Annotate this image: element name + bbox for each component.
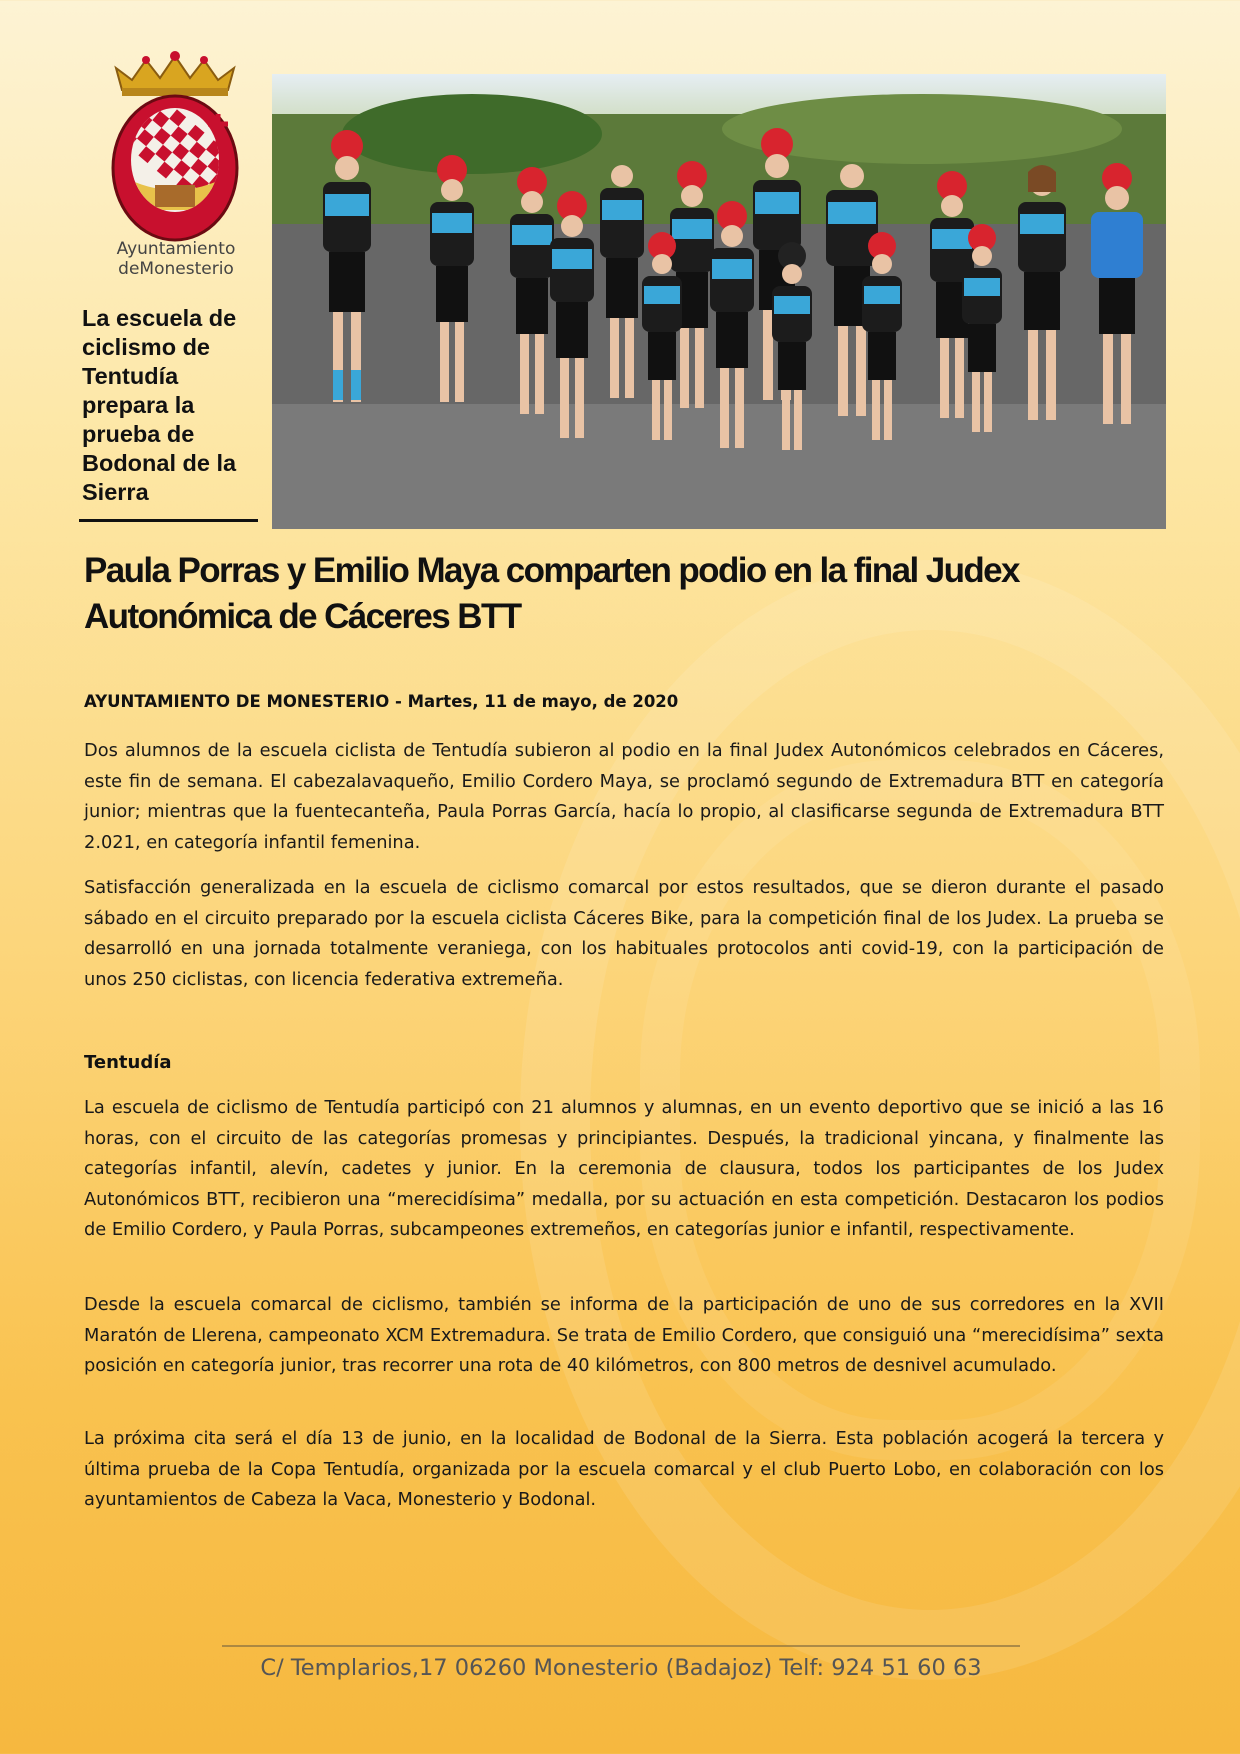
logo-caption (96, 240, 256, 279)
section-subheading: Tentudía (84, 1052, 172, 1073)
article-paragraph: Desde la escuela comarcal de ciclismo, también se informa de la participación de uno de sus corredores en la XVII Maratón de Llerena, campeonato XCM Extremadura. Se trata de Emilio Cordero, que consiguió una “merecidísima” sexta posición en categoría junior, tras recorrer una rota de 40 kilómetros, con 800 metros de desnivel acumulado. (84, 1294, 1164, 1376)
sidebar-divider (79, 519, 258, 522)
photo-cyclists-group (272, 74, 1166, 529)
footer-divider (222, 1645, 1020, 1647)
article-dateline: AYUNTAMIENTO DE MONESTERIO - Martes, 11 de mayo, de 2020 (84, 692, 679, 711)
article-headline: Paula Porras y Emilio Maya comparten podio en la final Judex Autonómica de Cáceres BTT (84, 551, 1019, 636)
article-paragraph: Satisfacción generalizada en la escuela de ciclismo comarcal por estos resultados, que se dieron durante el pasado sábado en el circuito preparado por la escuela ciclista Cáceres Bike, para la competición final de los Judex. La prueba se desarrolló en una jornada totalmente veraniega, con los habituales protocolos anti covid-19, con la participación de unos 250 ciclistas, con licencia federativa extremeña. (84, 877, 1164, 990)
article-paragraph: Dos alumnos de la escuela ciclista de Tentudía subieron al podio en la final Judex Autonómicos celebrados en Cáceres, este fin de semana. El cabezalavaqueño, Emilio Cordero Maya, se proclamó segundo de Extremadura BTT en categoría junior; mientras que la fuentecanteña, Paula Porras García, hacía lo propio, al clasificarse segunda de Extremadura BTT 2.021, en categoría infantil femenina. (84, 740, 1164, 853)
footer-address: C/ Templarios,17 06260 Monesterio (Badajoz) Telf: 924 51 60 63 (260, 1655, 982, 1681)
logo-caption-line2: deMonesterio (118, 258, 234, 279)
logo-caption-line1: Ayuntamiento (116, 239, 236, 259)
article-paragraph: La escuela de ciclismo de Tentudía participó con 21 alumnos y alumnas, en un evento deportivo que se inició a las 16 horas, con el circuito de las categorías promesas y principiantes. Después, la tradicional yincana, y finalmente las categorías infantil, alevín, cadetes y junior. En la ceremonia de clausura, todos los participantes de los Judex Autonómicos BTT, recibieron una “merecidísima” medalla, por su actuación en esta competición. Destacaron los podios de Emilio Cordero, y Paula Porras, subcampeones extremeños, en categorías junior e infantil, respectivamente. (84, 1097, 1164, 1240)
sidebar-headline: La escuela de ciclismo de Tentudía prepara la prueba de Bodonal de la Sierra (82, 305, 237, 505)
article-paragraph: La próxima cita será el día 13 de junio, en la localidad de Bodonal de la Sierra. Esta población acogerá la tercera y última prueba de la Copa Tentudía, organizada por la escuela comarcal y el club Puerto Lobo, en colaboración con los ayuntamientos de Cabeza la Vaca, Monesterio y Bodonal. (84, 1428, 1164, 1510)
